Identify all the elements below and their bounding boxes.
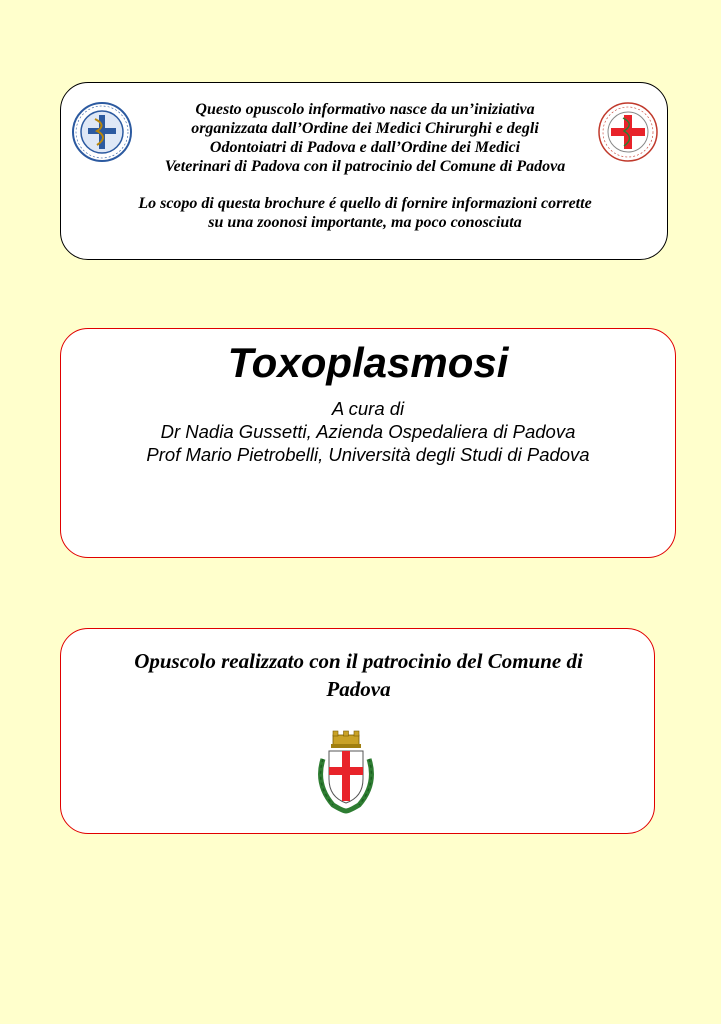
patronage-line: Opuscolo realizzato con il patrocinio del Comune di (134, 649, 583, 673)
patronage-line: Padova (326, 677, 391, 701)
purpose-line: Lo scopo di questa brochure é quello di fornire informazioni corrette (138, 195, 592, 212)
patronage-text (81, 647, 636, 703)
purpose-line: su una zoonosi importante, ma poco conosciuta (208, 214, 522, 231)
intro-text (138, 100, 592, 232)
intro-line: Questo opuscolo informativo nasce da un’iniziativa (195, 101, 535, 118)
document-title: Toxoplasmosi (227, 339, 509, 386)
credits-line: Prof Mario Pietrobelli, Università degli Studi di Padova (146, 444, 590, 465)
medical-order-seal-icon (597, 101, 659, 163)
patronage-box (60, 628, 655, 834)
intro-line: Odontoiatri di Padova e dall’Ordine dei Medici (209, 139, 521, 156)
veterinary-order-seal-icon (71, 101, 133, 163)
credits (61, 397, 675, 466)
credits-line: A cura di (331, 398, 405, 419)
intro-line: organizzata dall’Ordine dei Medici Chirurghi e degli (191, 120, 539, 137)
intro-line: Veterinari di Padova con il patrocinio del Comune di Padova (164, 158, 566, 175)
credits-line: Dr Nadia Gussetti, Azienda Ospedaliera di Padova (160, 421, 576, 442)
title-box (60, 328, 676, 558)
intro-box (60, 82, 668, 260)
padova-coat-of-arms-icon (313, 729, 379, 815)
